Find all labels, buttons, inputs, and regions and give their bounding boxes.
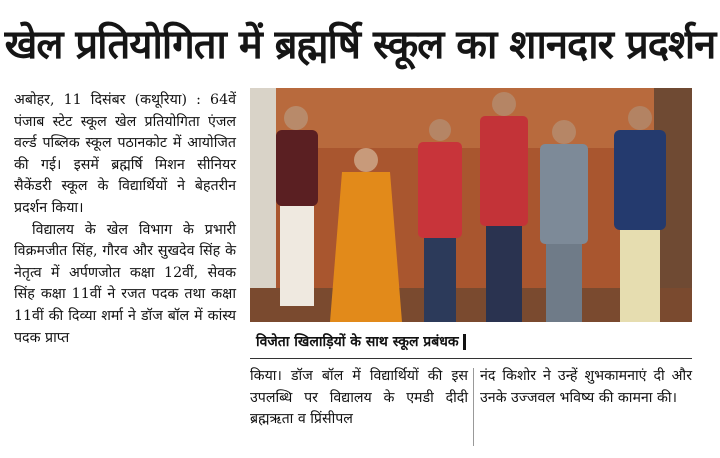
article-column-1 (14, 90, 236, 349)
article-paragraph-4: नंद किशोर ने उन्हें शुभकामनाएं दी और उनके उज्जवल भविष्य की कामना की। (480, 368, 692, 406)
person-1 (276, 106, 318, 306)
person-6 (614, 106, 666, 322)
news-photo (250, 88, 692, 322)
photo-illustration (250, 88, 692, 322)
article-paragraph-3: किया। डॉज बॉल में विद्यार्थियों की इस उपलब्धि पर विद्यालय के एमडी दीदी ब्रह्मऋता व प्रिंसीपल (250, 368, 468, 428)
person-3 (418, 119, 462, 322)
person-5 (540, 120, 588, 322)
article-paragraph-1: अबोहर, 11 दिसंबर (कथूरिया) : 64वें पंजाब स्टेट स्कूल खेल प्रतियोगिता एंजल वर्ल्ड पब्लिक स्कूल पठानकोट में आयोजित की गई। इसमें ब्रह्मर्षि मिशन सीनियर सैकेंडरी स्कूल के विद्यार्थियों ने बेहतरीन प्रदर्शन किया। (14, 92, 236, 216)
article-column-3 (480, 366, 692, 409)
headline: खेल प्रतियोगिता में ब्रह्मर्षि स्कूल का शानदार प्रदर्शन (4, 21, 716, 68)
article-paragraph-2: विद्यालय के खेल विभाग के प्रभारी विक्रमजीत सिंह, गौरव और सुखदेव सिंह के नेतृत्व में अर्पणजोत कक्षा 12वीं, सेवक सिंह कक्षा 11वीं ने रजत पदक तथा कक्षा 11वीं की दिव्या शर्मा ने डॉज बॉल में कांस्य पदक प्राप्त (14, 221, 236, 346)
photo-caption-box (250, 325, 692, 359)
article-column-2 (250, 366, 468, 431)
caption-marker (463, 334, 466, 350)
person-4 (480, 92, 528, 322)
column-divider (473, 368, 474, 446)
photo-caption: विजेता खिलाड़ियों के साथ स्कूल प्रबंधक (256, 334, 459, 350)
